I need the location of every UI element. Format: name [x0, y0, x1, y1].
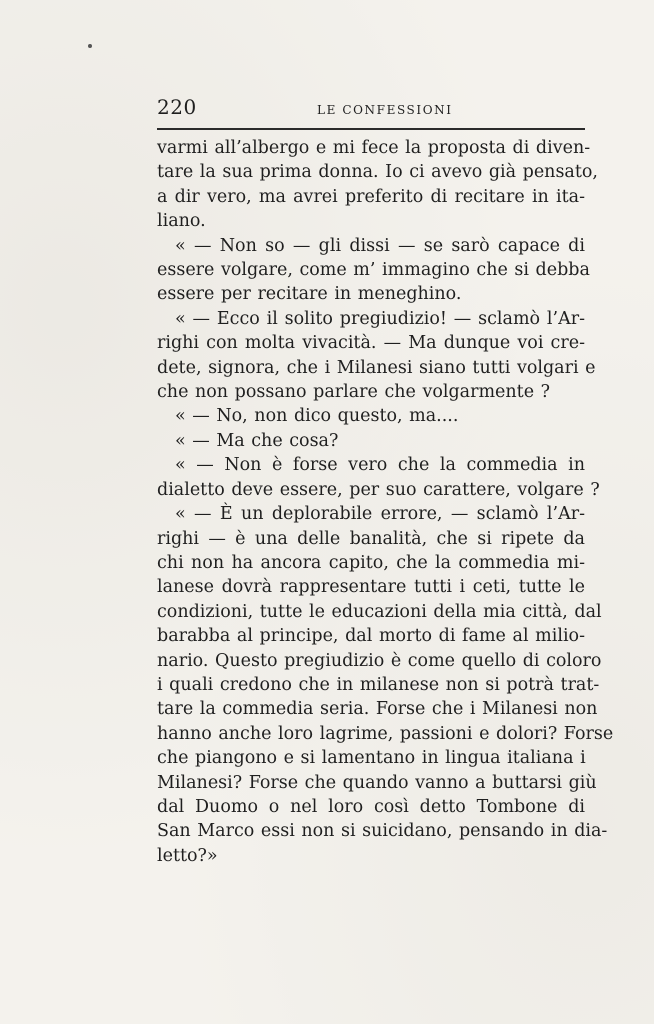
text-line: i quali credono che in milanese non si potrà trat- [157, 674, 600, 695]
text-line: Milanesi? Forse che quando vanno a buttarsi giù [157, 772, 597, 793]
text-line: a dir vero, ma avrei preferito di recitare in ita- [157, 186, 585, 207]
text-line: righi con molta vivacità. — Ma dunque voi cre- [157, 333, 585, 354]
text-line: « — Non è forse vero che la commedia in [175, 455, 585, 476]
text-line: dal Duomo o nel loro così detto Tombone di [157, 796, 585, 817]
page-number: 220 [157, 95, 197, 119]
text-line: barabba al principe, dal morto di fame al milio- [157, 626, 585, 647]
ink-speck [88, 44, 92, 48]
text-line: che non possano parlare che volgarmente ? [157, 382, 551, 403]
text-line: « — Ecco il solito pregiudizio! — sclamò l’Ar- [175, 308, 585, 329]
header-rule [157, 128, 585, 130]
text-line: righi — è una delle banalità, che si ripete da [157, 528, 585, 549]
text-line: condizioni, tutte le educazioni della mia città, dal [157, 601, 602, 622]
text-line: essere per recitare in meneghino. [157, 284, 462, 305]
text-line: tare la commedia seria. Forse che i Milanesi non [157, 699, 598, 720]
text-line: San Marco essi non si suicidano, pensando in dia- [157, 821, 608, 842]
text-line: « — No, non dico questo, ma.... [175, 406, 459, 427]
text-line: nario. Questo pregiudizio è come quello di coloro [157, 650, 602, 671]
text-line: « — Ma che cosa? [175, 430, 339, 451]
text-line: che piangono e si lamentano in lingua italiana i [157, 748, 586, 769]
text-line: chi non ha ancora capito, che la commedia mi- [157, 552, 585, 573]
text-line: essere volgare, come m’ immagino che si debba [157, 260, 590, 281]
body-text [157, 136, 614, 868]
page-header [157, 95, 587, 125]
text-line: liano. [157, 211, 206, 232]
text-line: « — È un deplorabile errore, — sclamò l’Ar- [175, 504, 585, 525]
text-line: varmi all’albergo e mi fece la proposta di diven- [157, 138, 591, 158]
text-line: dete, signora, che i Milanesi siano tutti volgari e [157, 357, 596, 378]
text-line: hanno anche loro lagrime, passioni e dolori? Forse [157, 723, 614, 744]
text-line: « — Non so — gli dissi — se sarò capace di [175, 235, 585, 256]
running-title: LE CONFESSIONI [317, 103, 453, 117]
text-line: tare la sua prima donna. Io ci avevo già pensato, [157, 162, 598, 183]
text-line: dialetto deve essere, per suo carattere, volgare ? [157, 479, 600, 500]
text-line: letto?» [157, 845, 218, 866]
text-line: lanese dovrà rappresentare tutti i ceti, tutte le [157, 577, 585, 598]
